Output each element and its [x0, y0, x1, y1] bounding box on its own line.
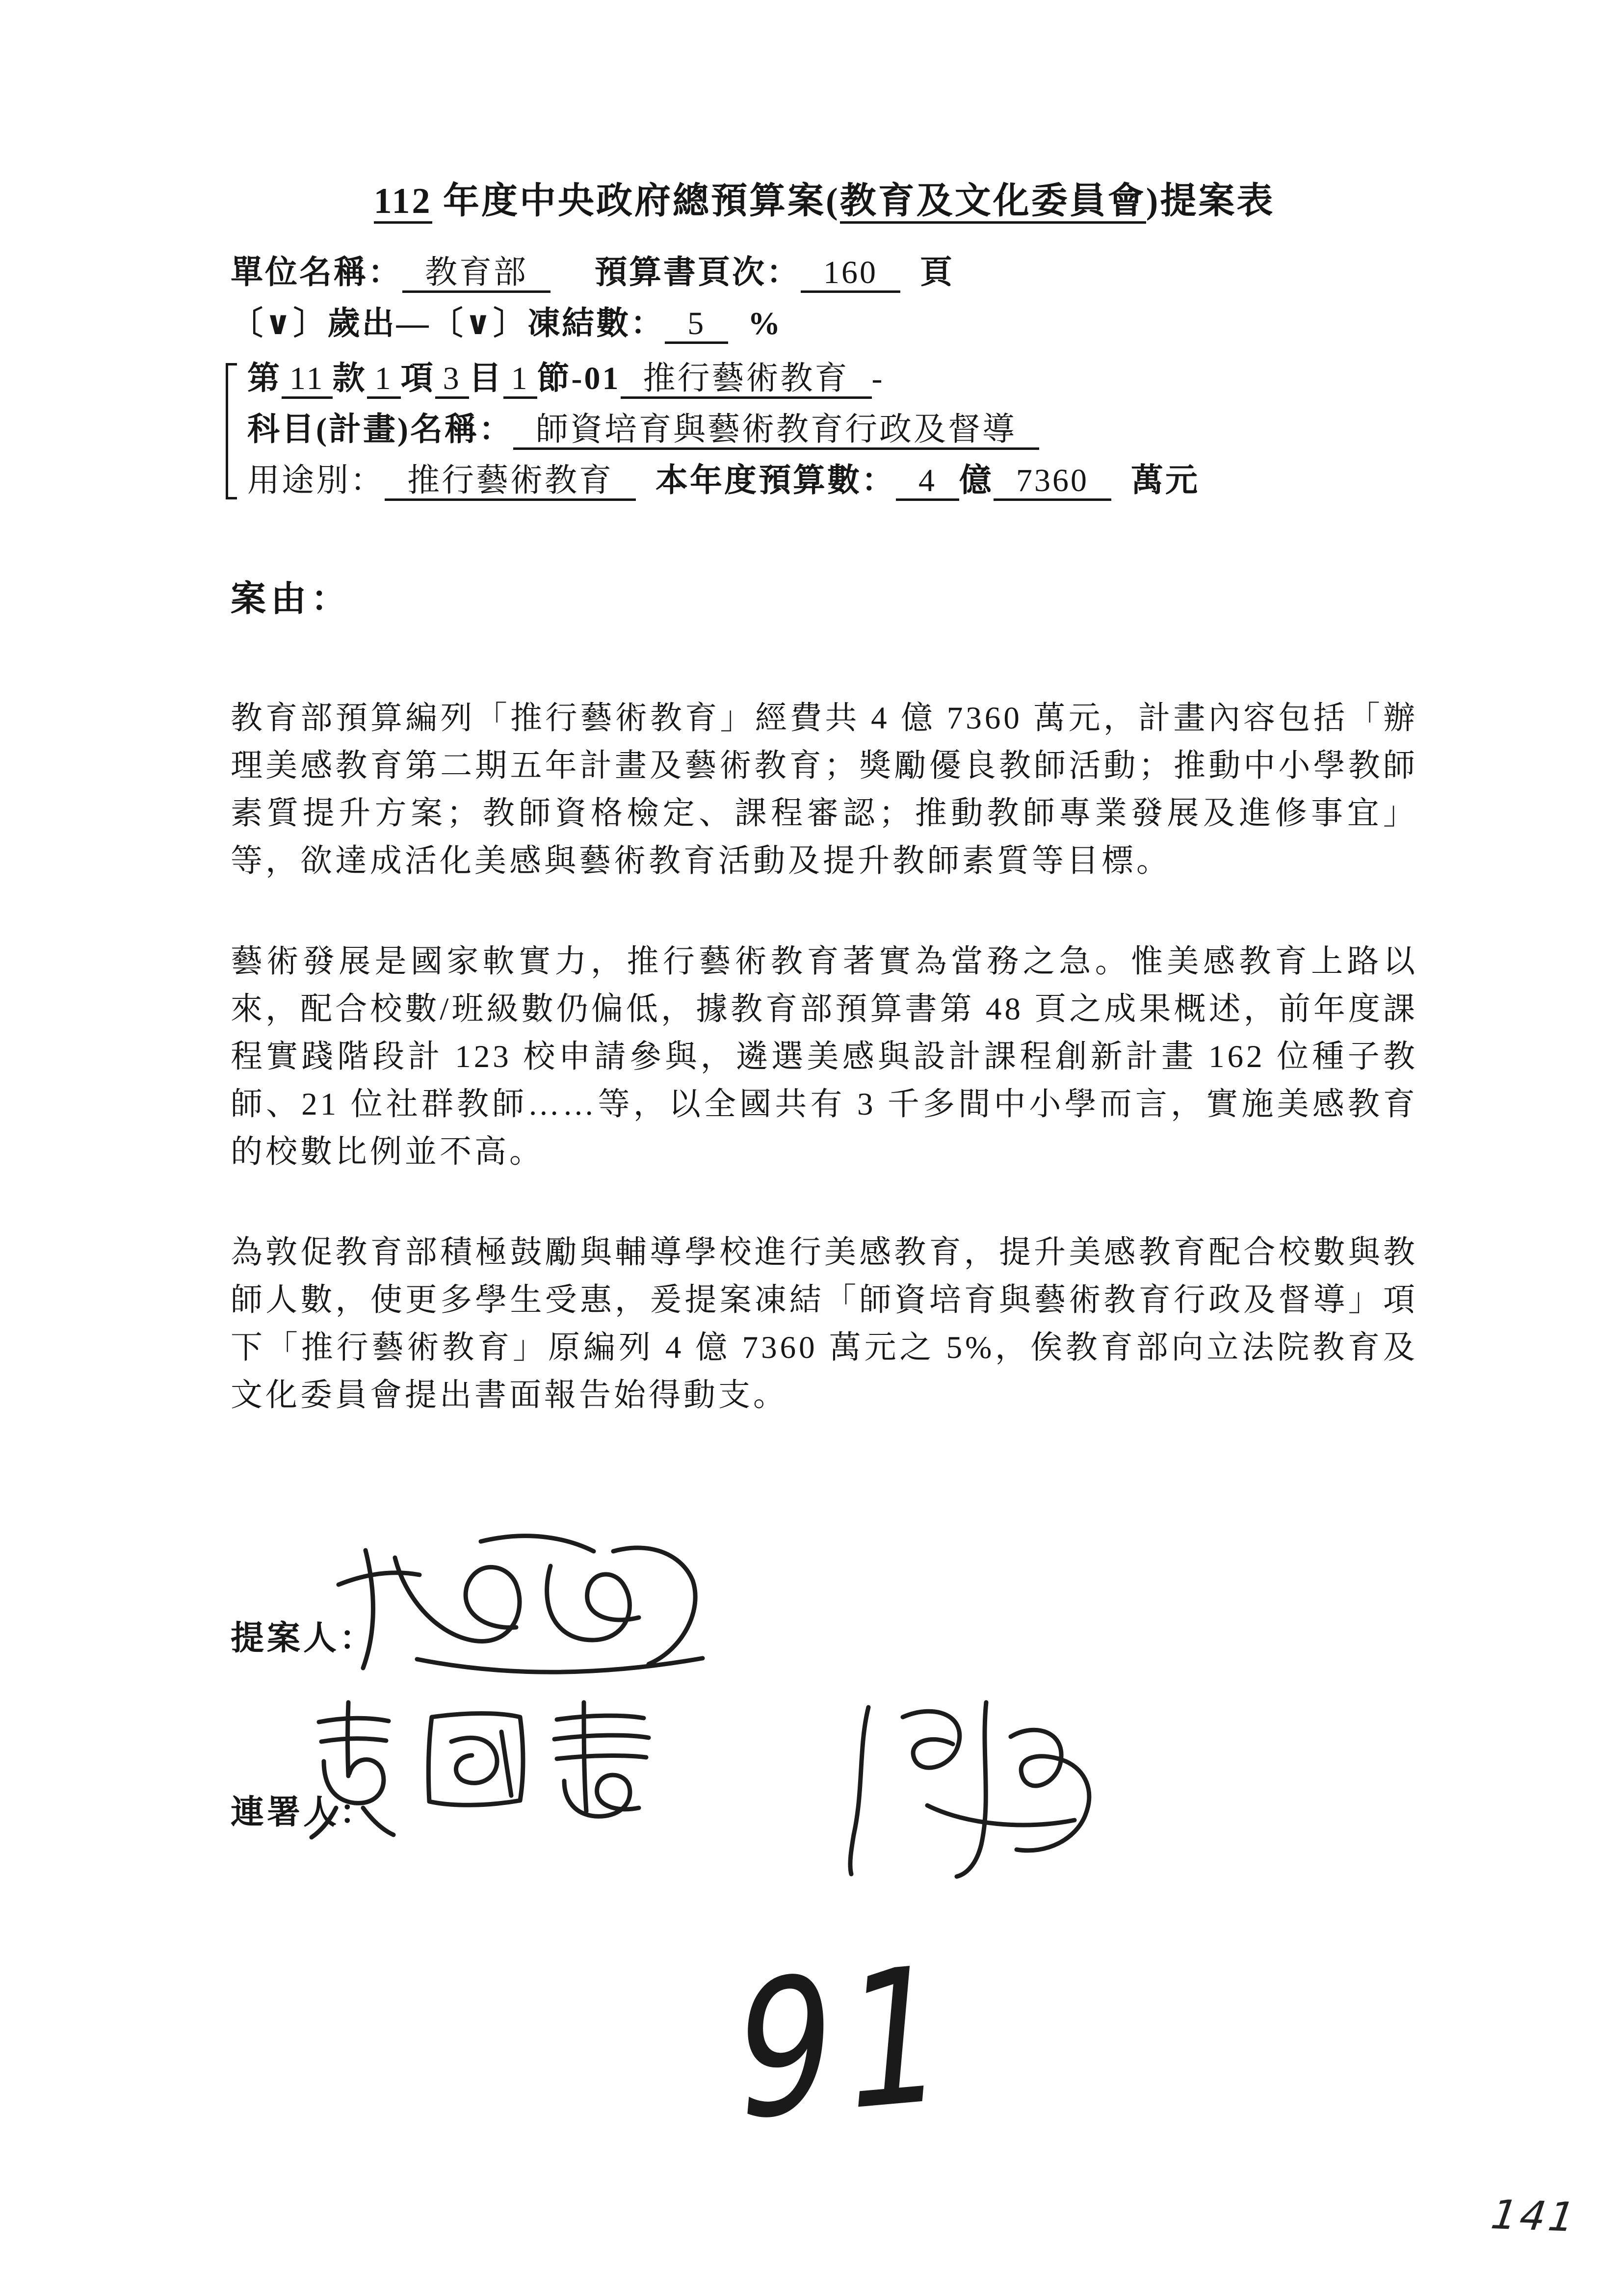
- form-header: [231, 247, 1418, 506]
- annual-budget-num2: 7360: [994, 463, 1111, 501]
- cosigner-signature-2: [829, 1678, 1104, 1889]
- item-seg2: 款: [332, 361, 367, 396]
- case-paragraph-2: 藝術發展是國家軟實力，推行藝術教育著實為當務之急。惟美感教育上路以來，配合校數/班級數仍偏低，據教育部預算書第 48 頁之成果概述，前年度課程實踐階段計 123 校申請參與，遴選美感與設計課程創新計畫 162 位種子教師、21 位社群教師……等，以全國共有 3 千多間中小學而言，實施美感教育的校數比例並不高。: [231, 944, 1418, 1170]
- document-title: [231, 177, 1418, 226]
- budget-page-label: 預算書頁次：: [595, 255, 801, 290]
- freeze-unit: %: [748, 306, 783, 341]
- title-post: )提案表: [1146, 181, 1275, 221]
- item-num4: 1: [503, 361, 537, 399]
- subject-label: 科目(計畫)名稱：: [247, 412, 513, 447]
- item-value: 推行藝術教育: [621, 361, 872, 399]
- item-dash: -: [871, 361, 885, 396]
- checkbox-expenditure: 〔∨〕: [231, 306, 328, 341]
- unit-name-label: 單位名稱：: [231, 255, 402, 290]
- expenditure-label: 歲出—: [327, 306, 431, 341]
- usage-line: [247, 455, 1418, 506]
- cosigner-label: 連署人：: [231, 1794, 376, 1831]
- cosigner-signature-1: [289, 1683, 770, 1845]
- item-num3: 3: [435, 361, 469, 399]
- proposer-signature: [319, 1511, 721, 1688]
- unit-name-value: 教育部: [402, 255, 550, 293]
- freeze-line: [231, 298, 1418, 349]
- case-paragraph-1: 教育部預算編列「推行藝術教育」經費共 4 億 7360 萬元，計畫內容包括「辦理美感教育第二期五年計畫及藝術教育；獎勵優良教師活動；推動中小學教師素質提升方案；教師資格檢定、課程審認；推動教師專業發展及進修事宜」等，欲達成活化美感與藝術教育活動及提升教師素質等目標。: [231, 701, 1418, 879]
- usage-label: 用途別：: [247, 463, 385, 498]
- item-number-line: [247, 353, 1418, 404]
- budget-item-bracket: [231, 353, 1418, 506]
- item-seg4: 目: [469, 361, 503, 396]
- handwritten-page-number: 141: [1488, 2192, 1581, 2241]
- freeze-label: 凍結數：: [527, 306, 665, 341]
- item-num1: 11: [282, 361, 333, 399]
- freeze-value: 5: [665, 306, 728, 344]
- annual-budget-label: 本年度預算數：: [655, 463, 896, 498]
- usage-value: 推行藝術教育: [385, 463, 636, 501]
- case-section-label: 案由：: [231, 579, 352, 619]
- case-paragraph-3: 為敦促教育部積極鼓勵與輔導學校進行美感教育，提升美感教育配合校數與教師人數，使更多學生受惠，爰提案凍結「師資培育與藝術教育行政及督導」項下「推行藝術教育」原編列 4 億 7360 萬元之 5%，俟教育部向立法院教育及文化委員會提出書面報告始得動支。: [231, 1235, 1418, 1413]
- annual-budget-num1: 4: [896, 463, 959, 501]
- item-seg5: 節-01: [537, 361, 621, 396]
- proposer-label: 提案人：: [231, 1619, 376, 1657]
- subject-value: 師資培育與藝術教育行政及督導: [513, 412, 1039, 450]
- title-year: 112: [374, 181, 432, 224]
- item-num2: 1: [367, 361, 401, 399]
- title-pre: 年度中央政府總預算案(: [432, 181, 840, 221]
- item-seg1: 第: [247, 361, 282, 396]
- budget-page-unit: 頁: [920, 255, 954, 290]
- annual-budget-unit2: 萬元: [1131, 463, 1200, 498]
- item-seg3: 項: [400, 361, 435, 396]
- checkbox-freeze: 〔∨〕: [430, 306, 528, 341]
- unit-name-line: [231, 247, 1418, 298]
- budget-page-value: 160: [801, 255, 900, 293]
- handwritten-big-number: 91: [726, 1924, 964, 2163]
- annual-budget-unit1: 億: [959, 463, 994, 498]
- subject-line: [247, 404, 1418, 455]
- title-committee: 教育及文化委員會: [840, 181, 1146, 224]
